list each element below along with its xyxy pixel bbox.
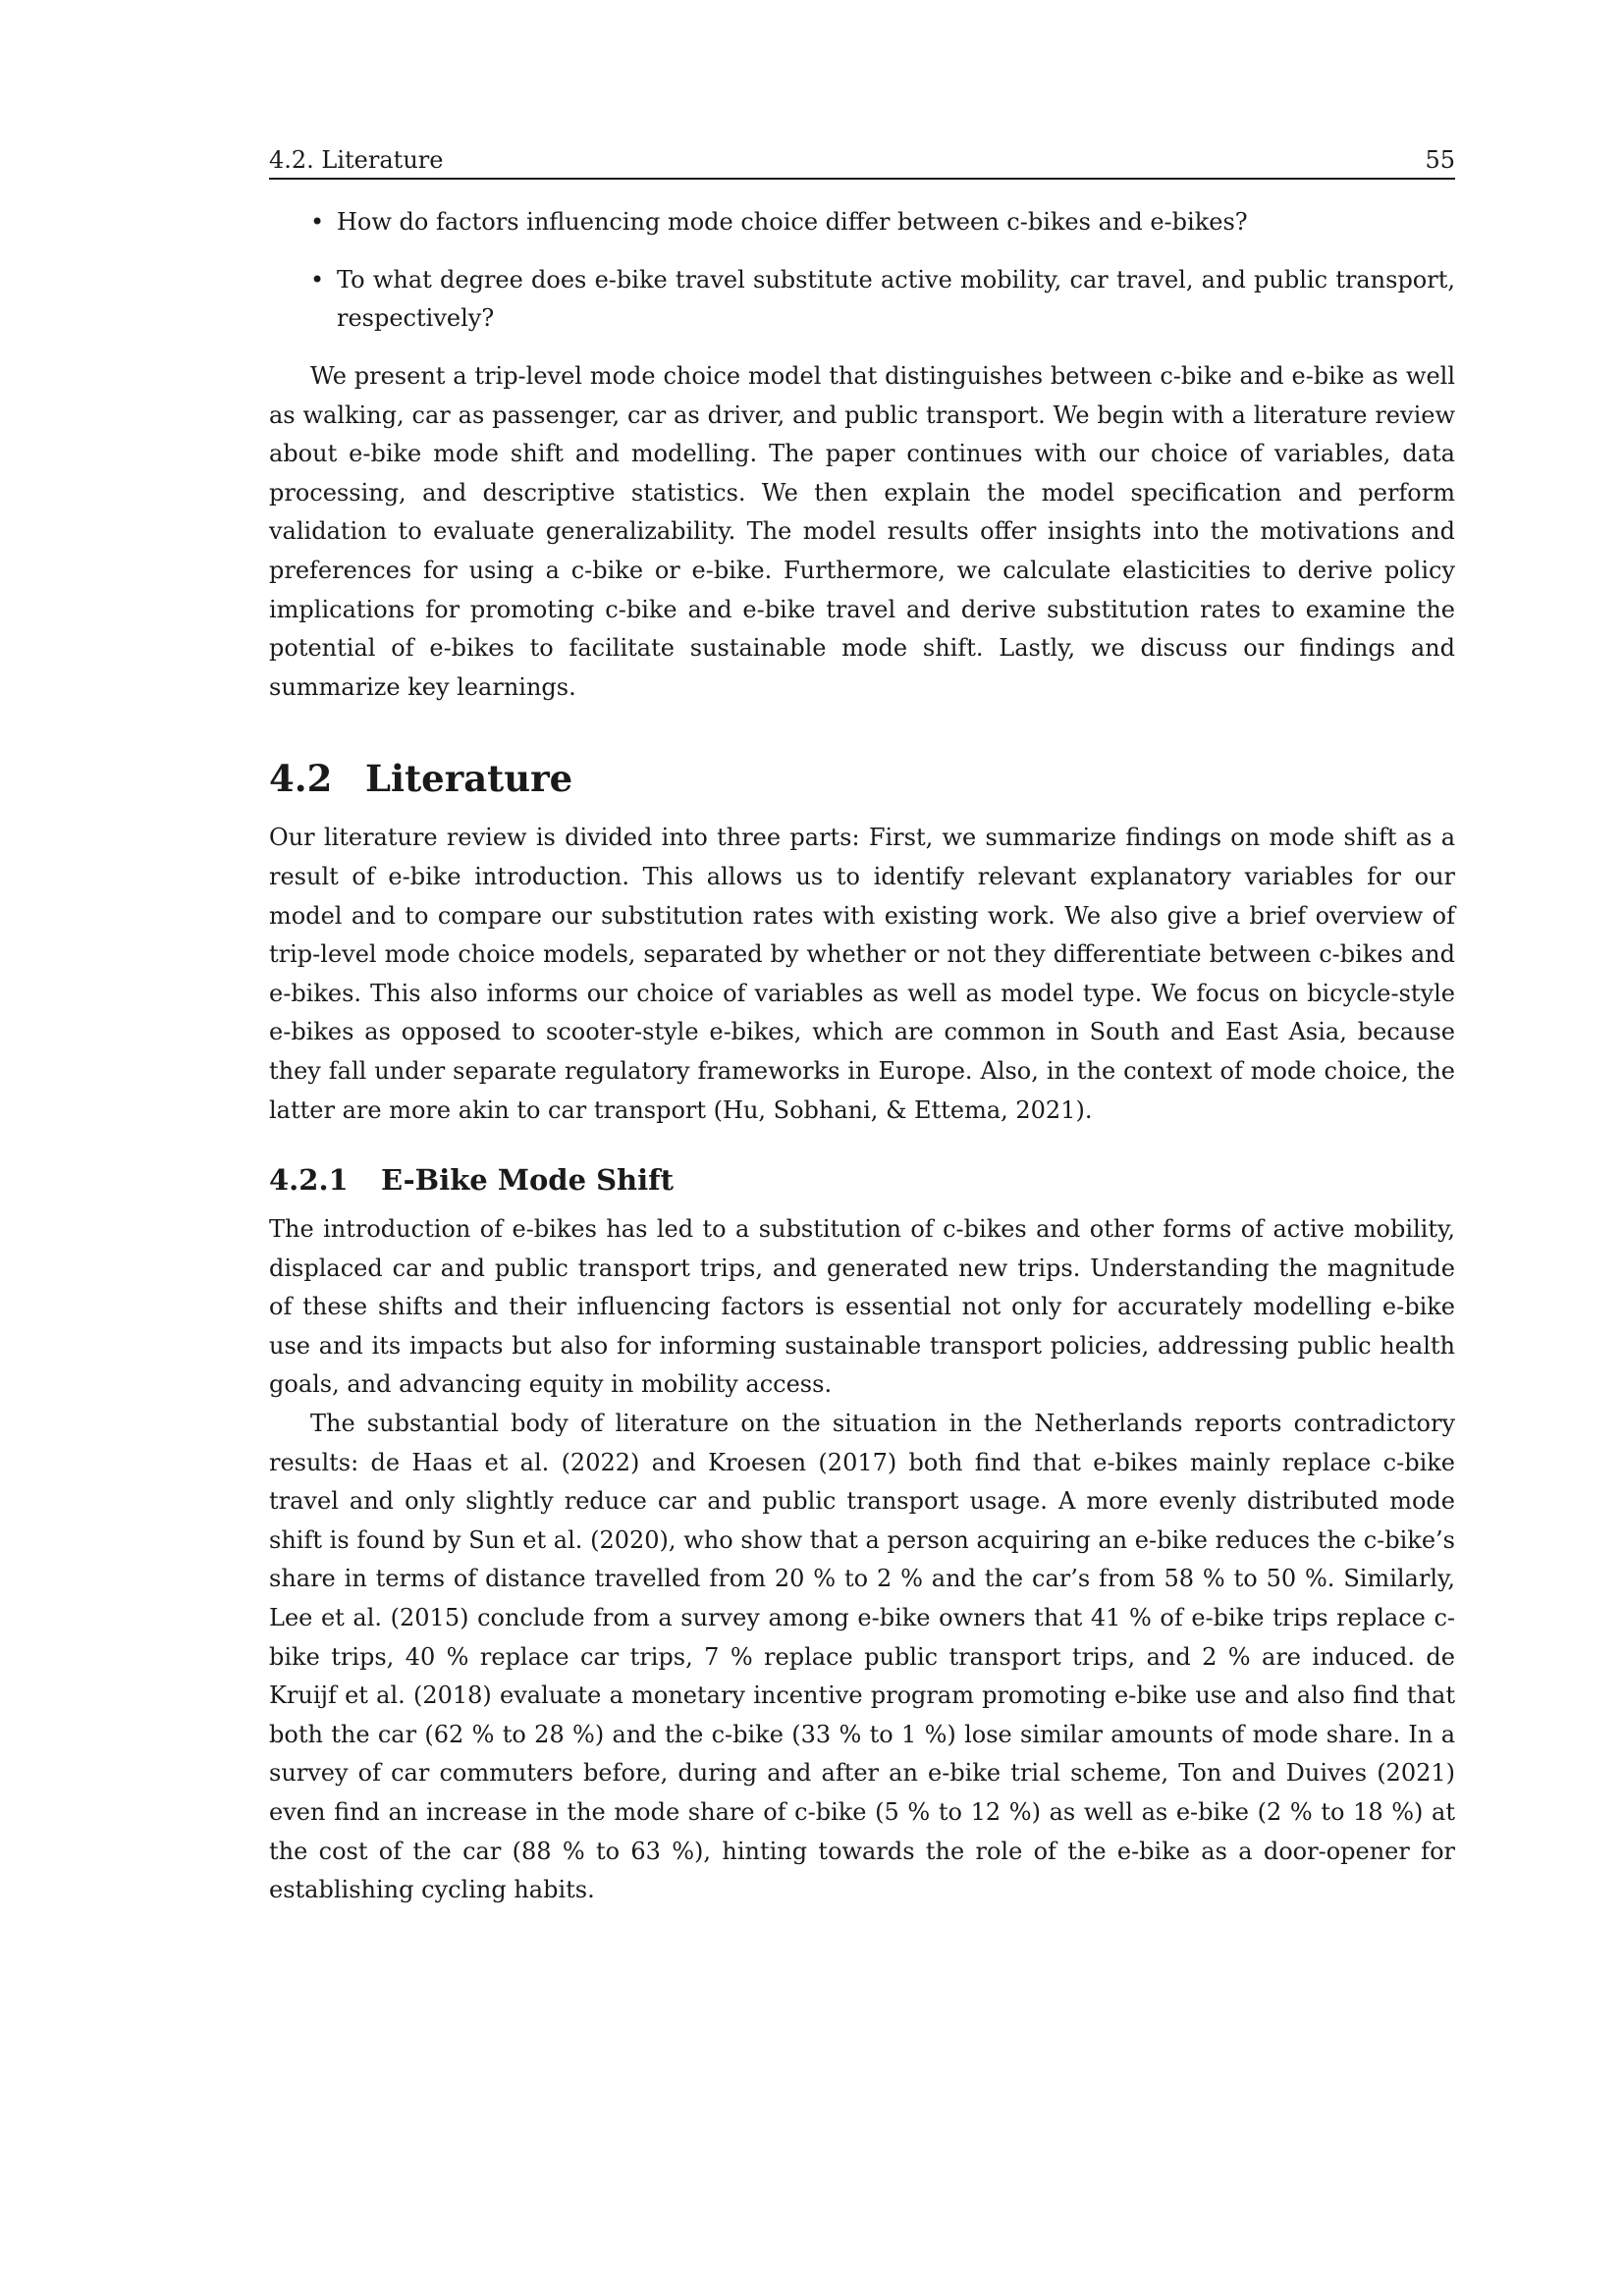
page-content (269, 145, 1455, 1910)
section-title: Literature (365, 757, 573, 801)
section-number: 4.2 (269, 757, 333, 801)
bullet-marker: • (310, 208, 325, 236)
page-number: 55 (1425, 146, 1455, 174)
research-questions-list (269, 203, 1455, 338)
intro-paragraph: We present a trip-level mode choice model that distinguishes between c-bike and e-bike as well as walking, car as passenger, car as driver, and public transport. We begin with a literature review about e-bike mode shift and modelling. The paper continues with our choice of variables, data processing, and descriptive statistics. We then explain the model specification and perform validation to evaluate generalizability. The model results offer insights into the motivations and preferences for using a c-bike or e-bike. Furthermore, we calculate elasticities to derive policy implications for promoting c-bike and e-bike travel and derive substitution rates to examine the potential of e-bikes to facilitate sustainable mode shift. Lastly, we discuss our findings and summarize key learnings. (269, 362, 1455, 701)
literature-paragraph: Our literature review is divided into three parts: First, we summarize findings on mode shift as a result of e-bike introduction. This allows us to identify relevant explanatory variables for our model and to compare our substitution rates with existing work. We also give a brief overview of trip-level mode choice models, separated by whether or not they differentiate between c-bikes and e-bikes. This also informs our choice of variables as well as model type. We focus on bicycle-style e-bikes as opposed to scooter-style e-bikes, which are common in South and East Asia, because they fall under separate regulatory frameworks in Europe. Also, in the context of mode choice, the latter are more akin to car transport (Hu, Sobhani, & Ettema, 2021). (269, 824, 1455, 1124)
list-item-text: To what degree does e-bike travel substitute active mobility, car travel, and public transport, respectively? (337, 266, 1455, 332)
subsection-title: E-Bike Mode Shift (381, 1163, 675, 1198)
list-item (269, 203, 1455, 241)
list-item-text: How do factors influencing mode choice differ between c-bikes and e-bikes? (337, 208, 1248, 236)
header-section-title: 4.2. Literature (269, 146, 444, 174)
subsection-heading (269, 1161, 1455, 1199)
mode-shift-paragraph-2: The substantial body of literature on the situation in the Netherlands reports contradictory results: de Haas et al. (2022) and Kroesen (2017) both find that e-bikes mainly replace c-bike travel and only slightly reduce car and public transport usage. A more evenly distributed mode shift is found by Sun et al. (2020), who show that a person acquiring an e-bike reduces the c-bike’s share in terms of distance travelled from 20 % to 2 % and the car’s from 58 % to 50 %. Similarly, Lee et al. (2015) conclude from a survey among e-bike owners that 41 % of e-bike trips replace c-bike trips, 40 % replace car trips, 7 % replace public transport trips, and 2 % are induced. de Kruijf et al. (2018) evaluate a monetary incentive program promoting e-bike use and also find that both the car (62 % to 28 %) and the c-bike (33 % to 1 %) lose similar amounts of mode share. In a survey of car commuters before, during and after an e-bike trial scheme, Ton and Duives (2021) even find an increase in the mode share of c-bike (5 % to 12 %) as well as e-bike (2 % to 18 %) at the cost of the car (88 % to 63 %), hinting towards the role of the e-bike as a door-opener for establishing cycling habits. (269, 1410, 1455, 1904)
section-heading (269, 756, 1455, 801)
list-item (269, 261, 1455, 338)
bullet-marker: • (310, 266, 325, 294)
running-header (269, 145, 1455, 180)
mode-shift-paragraph-1: The introduction of e-bikes has led to a substitution of c-bikes and other forms of active mobility, displaced car and public transport trips, and generated new trips. Understanding the magnitude of these shifts and their influencing factors is essential not only for accurately modelling e-bike use and its impacts but also for informing sustainable transport policies, addressing public health goals, and advancing equity in mobility access. (269, 1215, 1455, 1399)
subsection-number: 4.2.1 (269, 1163, 349, 1198)
